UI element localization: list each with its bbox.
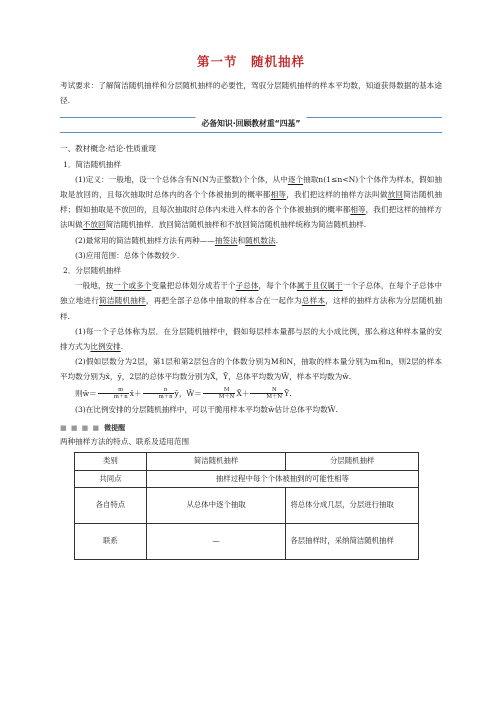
text-run: (1)定义：一般地，设一个总体含有N(N为正整数)个个体，从中 (75, 174, 288, 184)
table-header-cell: 简洁随机抽样 (146, 453, 286, 471)
text-run: ，我们把这样的抽样方法叫做 (60, 205, 443, 230)
weighted-mean-formula (60, 385, 442, 402)
fraction-numerator: m (98, 387, 129, 394)
table-row (75, 470, 419, 488)
text-run: (1)每一个子总体称为层．在分层随机抽样中，假如每层样本量都与层的大小成比例，那么称这种样本量的安排方式为 (60, 326, 442, 352)
row-label: 联系 (75, 524, 147, 560)
blank-answer: 一个或多个 (113, 281, 152, 291)
text-run: . (120, 342, 124, 352)
fraction-numerator: M (203, 387, 236, 394)
simple-random-sampling-heading: 1．简洁随机抽样 (63, 159, 121, 169)
blank-answer: 子总体 (235, 281, 259, 291)
fraction-denominator: M＋N (266, 394, 283, 401)
fraction (98, 387, 129, 400)
banner-label: 必备知识·回顾教材重“四基” (196, 117, 307, 131)
tip-label (60, 423, 442, 434)
blank-answer: 相等 (350, 205, 366, 215)
stratified-sampling-heading: 2．分层随机抽样 (63, 266, 121, 276)
row-label: 各自特点 (75, 488, 147, 524)
text-run: ，我们把这样的抽样方法叫做 (286, 190, 388, 200)
exam-requirements: 考试要求：了解简洁随机抽样和分层随机抽样的必要性，驾驭分层随机抽样的样本平均数，知道获得数据的基本途径. (60, 81, 442, 106)
blank-answer: 相等 (270, 190, 287, 200)
formula-text: Ȳ. (284, 388, 292, 398)
blank-answer: 不放回 (82, 220, 106, 230)
formula-text: 则w̄＝ (75, 388, 97, 398)
table-row (75, 488, 419, 524)
fraction-denominator: M＋N (218, 394, 235, 401)
section1-heading: 一、教材概念·结论·性质重现 (60, 144, 156, 154)
fraction (250, 387, 283, 400)
table-caption: 两种抽样方法的特点、联系及适用范围 (60, 436, 190, 446)
document-page (60, 52, 442, 560)
fraction (203, 387, 236, 400)
comparison-table (74, 452, 419, 560)
text-run: 和 (237, 235, 246, 245)
formula-text: x̄＋ (129, 388, 142, 398)
text-run: 简洁随机抽样．放回简洁随机抽样和不放回简洁随机抽样统称为简洁随机抽样. (105, 220, 367, 230)
table-row (75, 524, 419, 560)
text-run: 变量把总体划分成若干个 (151, 281, 236, 291)
text-run: 抽取n(1≤n<N)个个体作为样本，假如抽取是放回的，且每次抽取时总体内的各个个体被抽到的概率都 (60, 174, 442, 200)
fraction-denominator: m＋n (158, 394, 173, 401)
simple-random-sampling-scope: (3)应用范围：总体个体数较少. (75, 250, 180, 260)
simple-random-sampling-methods (60, 233, 442, 248)
section-title: 第一节 随机抽样 (196, 54, 305, 69)
tip-label-text: 微提醒 (104, 424, 126, 433)
stratified-sampling-definition (60, 278, 442, 324)
blank-answer: 抽签法 (214, 235, 238, 245)
blank-answer: 比例安排 (90, 342, 121, 352)
table-cell: 将总体分成几层，分层进行抽取 (286, 488, 419, 524)
blank-answer: 随机数法 (245, 235, 276, 245)
table-header-cell: 类别 (75, 453, 147, 471)
blank-answer: 属于且仅属于 (296, 281, 343, 291)
text-run: 一般地，按 (75, 281, 114, 291)
blank-answer: 简洁随机抽样 (99, 296, 146, 306)
table-header-cell: 分层随机抽样 (286, 453, 419, 471)
text-run: ，每个个体 (258, 281, 297, 291)
table-header-row (75, 453, 419, 471)
fraction-numerator: N (250, 387, 283, 394)
proportional-allocation-paragraph (60, 324, 442, 354)
text-run: ，再把全部子总体中抽取的样本合在一起作为 (145, 296, 302, 306)
formula-text: X̄＋ (236, 388, 250, 398)
row-label: 共同点 (75, 470, 147, 488)
tip-dots-icon: ■ ■ ■ ■ (60, 424, 101, 433)
two-strata-paragraph: (2)假如层数分为2层，第1层和第2层包含的个体数分别为M和N，抽取的样本量分别为m和n，则2层的样本平均数分别为x̄，ȳ，2层的总体平均数分别为X̄，Ȳ，总体平均数为W̄，样本平均数为w̄. (60, 357, 442, 382)
text-run: . (275, 235, 279, 245)
text-run: (2)最常用的简洁随机抽样方法有两种—— (75, 235, 215, 245)
estimation-paragraph: (3)在比例安排的分层随机抽样中，可以干脆用样本平均数w̄估计总体平均数W̄. (75, 404, 338, 414)
formula-text: ȳ，W̄＝ (174, 388, 202, 398)
text-run: ，这样的抽样方法称为分层随机抽样. (60, 296, 443, 321)
blank-answer: 总样本 (301, 296, 326, 306)
fraction (143, 387, 174, 400)
table-cell: 从总体中逐个抽取 (146, 488, 286, 524)
table-cell: 各层抽样时，采纳简洁随机抽样 (286, 524, 419, 560)
simple-random-sampling-definition (60, 172, 442, 233)
text-run: 一个子总体，在每个子总体中独立地进行 (60, 281, 443, 306)
table-cell: 抽样过程中每个个体被抽到的可能性相等 (146, 470, 418, 488)
table-cell: — (146, 524, 286, 560)
text-run: 简洁随机抽样；假如抽取是不放回的，且每次抽取时总体内未进入样本的各个个体被抽到的概率都 (60, 190, 443, 215)
blank-answer: 放回 (387, 190, 404, 200)
fraction-numerator: n (143, 387, 174, 394)
blank-answer: 逐个 (287, 174, 304, 184)
knowledge-banner (60, 117, 442, 133)
fraction-denominator: m＋n (113, 394, 128, 401)
